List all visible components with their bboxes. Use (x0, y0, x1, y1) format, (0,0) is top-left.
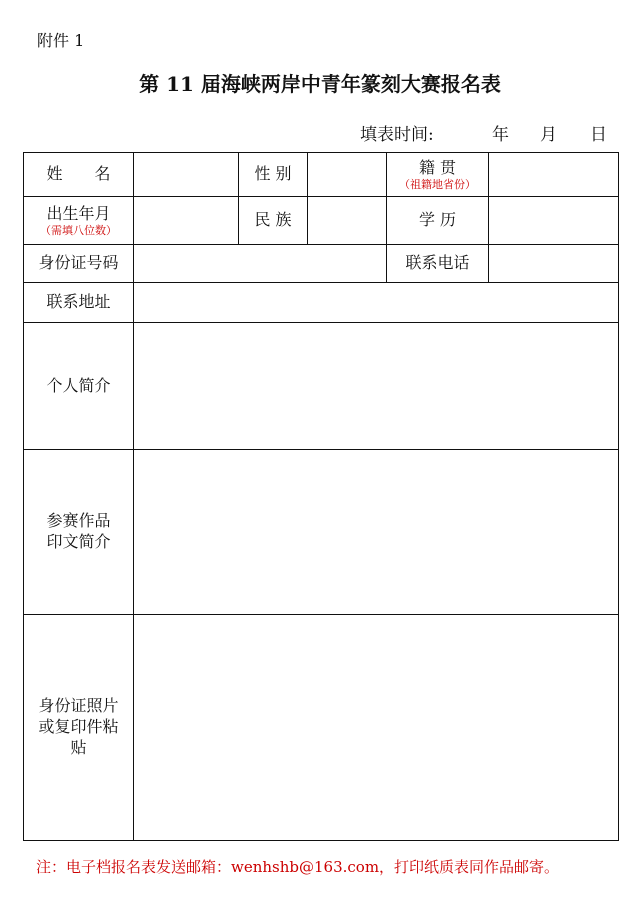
phone-field[interactable] (489, 245, 619, 283)
fill-date-label: 填表时间: (360, 125, 434, 145)
native-place-field[interactable] (489, 153, 619, 197)
name-label: 姓 名 (24, 153, 134, 197)
id-number-field[interactable] (134, 245, 387, 283)
address-field[interactable] (134, 283, 619, 323)
bio-field[interactable] (134, 323, 619, 450)
birth-field[interactable] (134, 197, 239, 245)
education-field[interactable] (489, 197, 619, 245)
bio-label: 个人简介 (24, 323, 134, 450)
works-field[interactable] (134, 450, 619, 615)
birth-hint: （需填八位数） (40, 224, 117, 238)
birth-label: 出生年月 (46, 203, 111, 223)
native-place-label: 籍 贯 (418, 157, 457, 177)
gender-label: 性 别 (239, 153, 308, 197)
works-label-line2: 印文简介 (46, 532, 111, 551)
id-photo-line2: 或复印件粘 (38, 717, 119, 737)
address-label: 联系地址 (24, 283, 134, 323)
works-label (24, 450, 134, 615)
id-photo-line3: 贴 (70, 737, 87, 757)
gender-field[interactable] (308, 153, 387, 197)
id-photo-label (24, 615, 134, 841)
phone-label: 联系电话 (387, 245, 489, 283)
id-number-label: 身份证号码 (24, 245, 134, 283)
form-title: 第 11 届海峡两岸中青年篆刻大赛报名表 (139, 72, 501, 96)
works-label-line1: 参赛作品 (46, 511, 111, 531)
attachment-label: 附件 1 (37, 31, 85, 50)
fill-date-line (360, 120, 610, 144)
day-label: 日 (590, 125, 607, 145)
ethnicity-field[interactable] (308, 197, 387, 245)
name-field[interactable] (134, 153, 239, 197)
id-photo-field[interactable] (134, 615, 619, 841)
registration-form-table (23, 152, 619, 841)
native-place-hint: （祖籍地省份） (399, 178, 476, 192)
month-label: 月 (540, 125, 557, 145)
ethnicity-label: 民 族 (239, 197, 308, 245)
birth-cell (24, 197, 134, 245)
education-label: 学 历 (387, 197, 489, 245)
id-photo-line1: 身份证照片 (38, 696, 119, 716)
native-place-cell (387, 153, 489, 197)
footer-note: 注：电子档报名表发送邮箱：wenhshb@163.com，打印纸质表同作品邮寄。 (36, 858, 560, 876)
year-label: 年 (492, 125, 509, 145)
